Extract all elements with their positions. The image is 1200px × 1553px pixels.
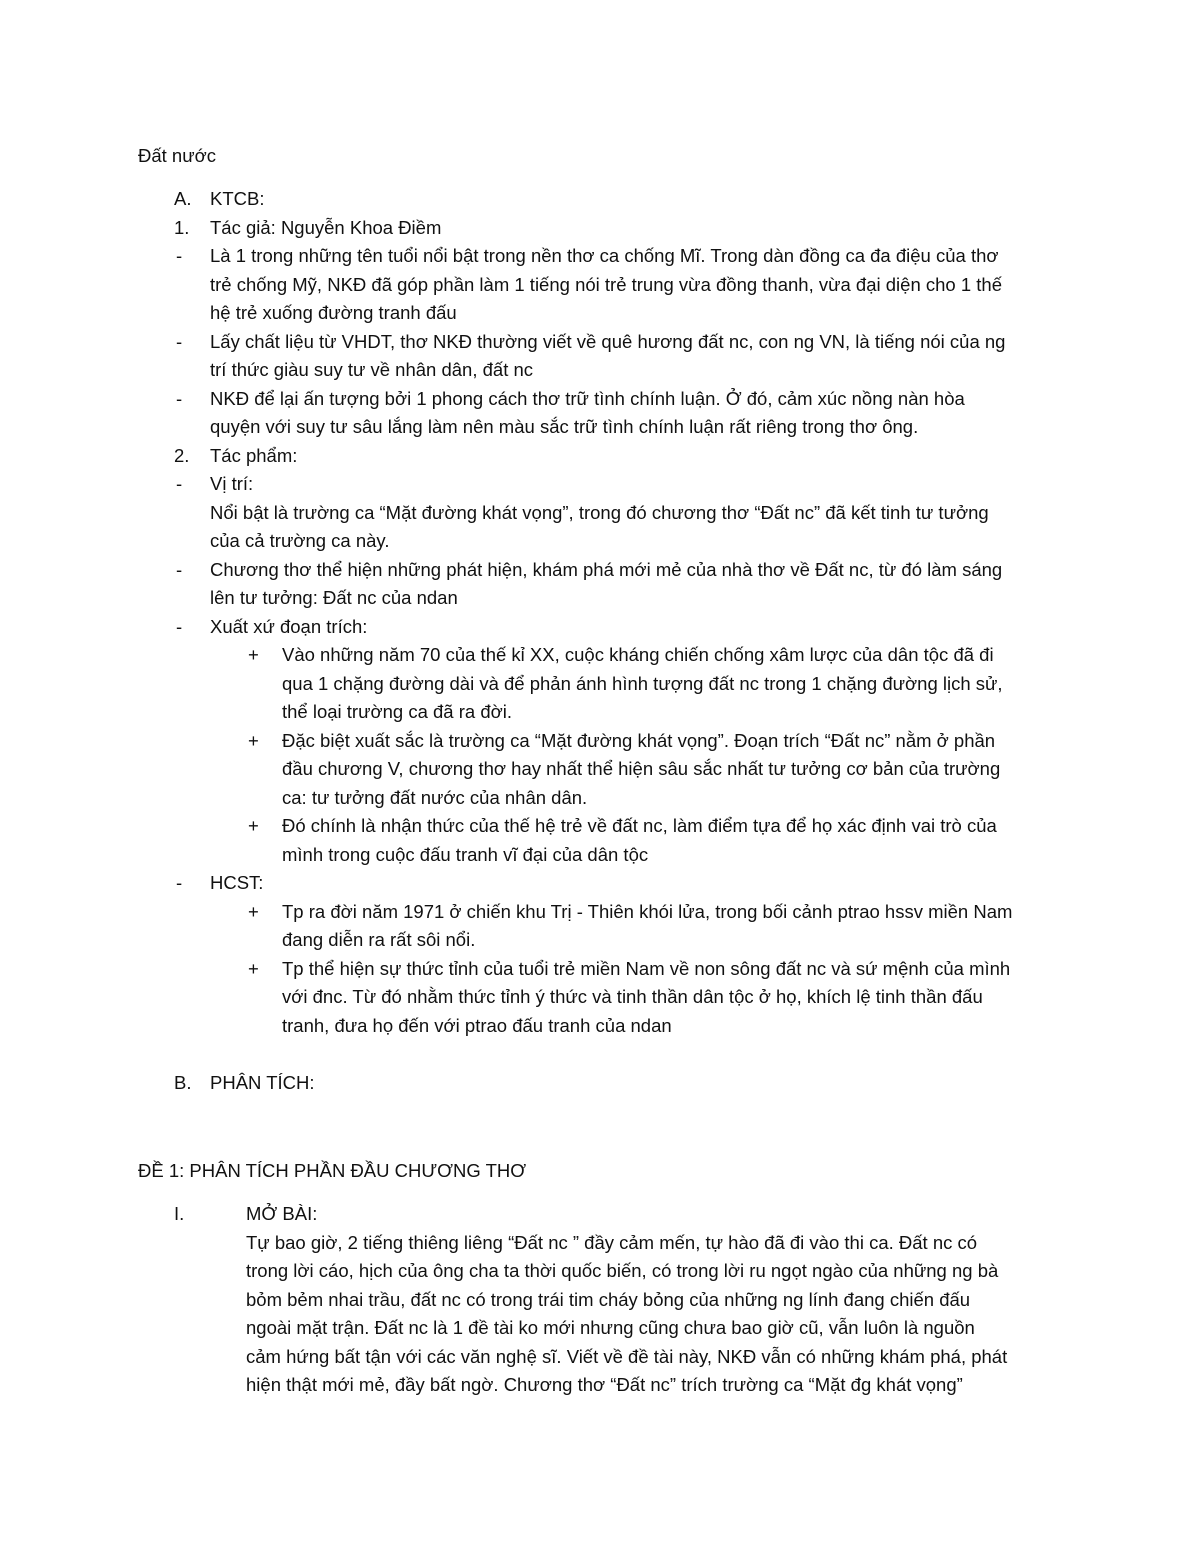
- part-1-marker: 1.: [174, 217, 190, 238]
- paragraph-line: bỏm bẻm nhai trầu, đất nc có trong trái tim cháy bỏng của những ng lính đang chiến đấu: [246, 1289, 971, 1310]
- list-item-line: trẻ chống Mỹ, NKĐ đã góp phần làm 1 tiếng nói trẻ trung vừa đồng thanh, vừa đại diện cho 1 thế: [210, 274, 1002, 295]
- part-2-heading: Tác phẩm:: [210, 445, 298, 466]
- section-b-marker: B.: [174, 1072, 192, 1093]
- list-item-line: hệ trẻ xuống đường tranh đấu: [210, 302, 457, 323]
- list-item-line: qua 1 chặng đường dài và để phản ánh hình tượng đất nc trong 1 chặng đường lịch sử,: [282, 673, 1003, 694]
- list-item-line: Tp thể hiện sự thức tỉnh của tuổi trẻ miền Nam về non sông đất nc và sứ mệnh của mình: [282, 958, 1011, 979]
- list-item-line: của cả trường ca này.: [210, 530, 390, 551]
- bullet-marker: -: [176, 559, 183, 580]
- bullet-marker: -: [176, 616, 183, 637]
- section-a-heading: KTCB:: [210, 188, 265, 209]
- exercise-title: ĐỀ 1: PHÂN TÍCH PHẦN ĐẦU CHƯƠNG THƠ: [138, 1160, 527, 1181]
- list-item-line: Đó chính là nhận thức của thế hệ trẻ về đất nc, làm điểm tựa để họ xác định vai trò của: [282, 815, 997, 836]
- bullet-marker: -: [176, 388, 183, 409]
- document-title: Đất nước: [138, 145, 216, 166]
- roman-marker: I.: [174, 1203, 185, 1224]
- mo-bai-heading: MỞ BÀI:: [246, 1203, 318, 1224]
- list-item-heading: Xuất xứ đoạn trích:: [210, 616, 368, 637]
- sub-bullet-marker: +: [248, 730, 259, 751]
- list-item-line: đầu chương V, chương thơ hay nhất thể hiện sâu sắc nhất tư tưởng cơ bản của trường: [282, 758, 1001, 779]
- paragraph-line: ngoài mặt trận. Đất nc là 1 đề tài ko mới nhưng cũng chưa bao giờ cũ, vẫn luôn là nguồn: [246, 1317, 975, 1338]
- list-item-line: tranh, đưa họ đến với ptrao đấu tranh của ndan: [282, 1015, 672, 1036]
- bullet-marker: -: [176, 331, 183, 352]
- section-a-marker: A.: [174, 188, 192, 209]
- sub-bullet-marker: +: [248, 815, 259, 836]
- list-item-line: Lấy chất liệu từ VHDT, thơ NKĐ thường viết về quê hương đất nc, con ng VN, là tiếng nói của ng: [210, 331, 1006, 352]
- list-item-line: Vào những năm 70 của thế kỉ XX, cuộc kháng chiến chống xâm lược của dân tộc đã đi: [282, 644, 994, 665]
- list-item-line: trí thức giàu suy tư về nhân dân, đất nc: [210, 359, 534, 380]
- part-1-heading: Tác giả: Nguyễn Khoa Điềm: [210, 217, 442, 238]
- list-item-line: Chương thơ thể hiện những phát hiện, khám phá mới mẻ của nhà thơ về Đất nc, từ đó làm sáng: [210, 559, 1003, 580]
- list-item-line: ca: tư tưởng đất nước của nhân dân.: [282, 787, 588, 808]
- list-item-line: mình trong cuộc đấu tranh vĩ đại của dân tộc: [282, 844, 649, 865]
- sub-bullet-marker: +: [248, 958, 259, 979]
- paragraph-line: hiện thật mới mẻ, đầy bất ngờ. Chương thơ “Đất nc” trích trường ca “Mặt đg khát vọng”: [246, 1374, 963, 1395]
- list-item-line: Đặc biệt xuất sắc là trường ca “Mặt đường khát vọng”. Đoạn trích “Đất nc” nằm ở phần: [282, 730, 996, 751]
- list-item-line: đang diễn ra rất sôi nổi.: [282, 929, 476, 950]
- list-item-line: Tp ra đời năm 1971 ở chiến khu Trị - Thiên khói lửa, trong bối cảnh ptrao hssv miền Nam: [282, 901, 1013, 922]
- part-2-marker: 2.: [174, 445, 190, 466]
- list-item-line: với đnc. Từ đó nhằm thức tỉnh ý thức và tinh thần dân tộc ở họ, khích lệ tinh thần đấu: [282, 986, 983, 1007]
- list-item-line: Vị trí:: [210, 473, 254, 494]
- list-item-line: thể loại trường ca đã ra đời.: [282, 701, 512, 722]
- list-item-line: lên tư tưởng: Đất nc của ndan: [210, 587, 458, 608]
- paragraph-line: trong lời cáo, hịch của ông cha ta thời quốc biến, có trong lời ru ngọt ngào của những ng bà: [246, 1260, 999, 1281]
- bullet-marker: -: [176, 245, 183, 266]
- list-item-line: quyện với suy tư sâu lắng làm nên màu sắc trữ tình chính luận rất riêng trong thơ ông.: [210, 416, 919, 437]
- sub-bullet-marker: +: [248, 644, 259, 665]
- section-b-heading: PHÂN TÍCH:: [210, 1072, 315, 1093]
- sub-bullet-marker: +: [248, 901, 259, 922]
- bullet-marker: -: [176, 473, 183, 494]
- list-item-line: NKĐ để lại ấn tượng bởi 1 phong cách thơ trữ tình chính luận. Ở đó, cảm xúc nồng nàn hòa: [210, 388, 965, 409]
- list-item-line: Là 1 trong những tên tuổi nổi bật trong nền thơ ca chống Mĩ. Trong dàn đồng ca đa điệu của thơ: [210, 245, 999, 266]
- bullet-marker: -: [176, 872, 183, 893]
- paragraph-line: Tự bao giờ, 2 tiếng thiêng liêng “Đất nc ” đầy cảm mến, tự hào đã đi vào thi ca. Đất nc có: [246, 1232, 978, 1253]
- list-item-heading: HCST:: [210, 872, 264, 893]
- list-item-line: Nổi bật là trường ca “Mặt đường khát vọng”, trong đó chương thơ “Đất nc” đã kết tinh tư tưởng: [210, 502, 989, 523]
- paragraph-line: cảm hứng bất tận với các văn nghệ sĩ. Viết về đề tài này, NKĐ vẫn có những khám phá, phát: [246, 1346, 1008, 1367]
